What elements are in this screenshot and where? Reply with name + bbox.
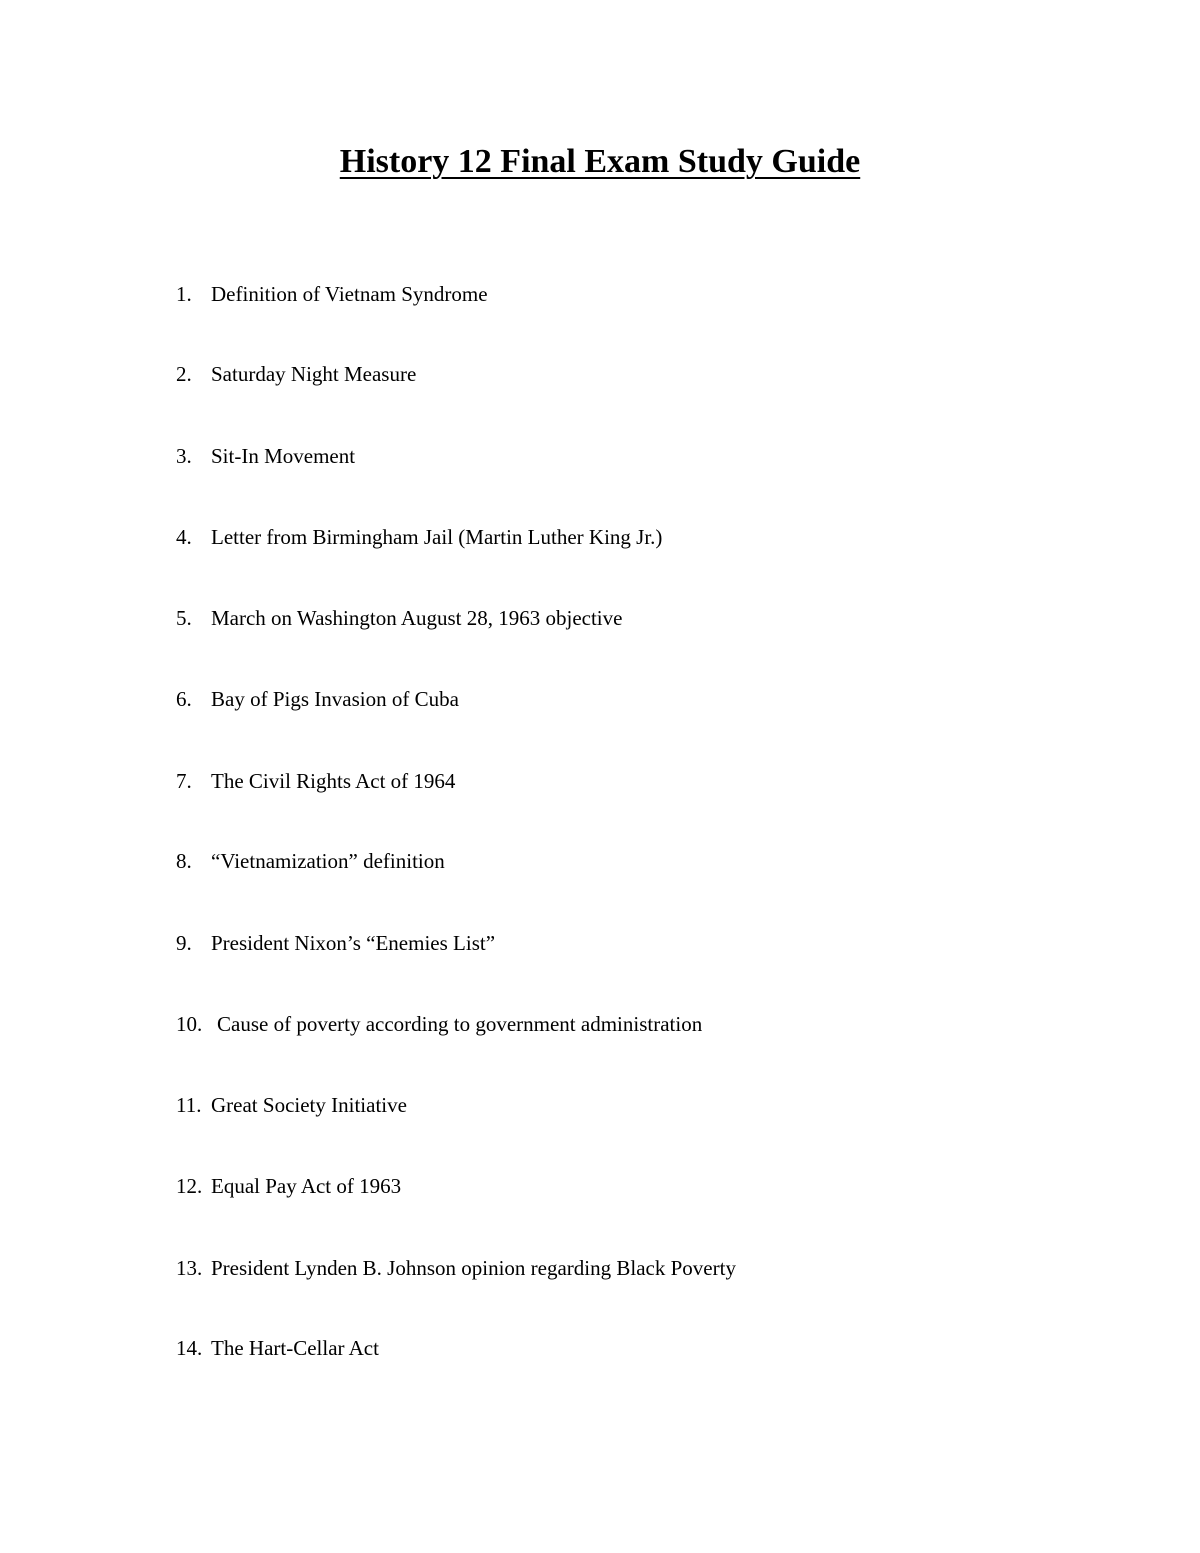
item-text: Sit-In Movement [211, 444, 356, 468]
item-text: The Hart-Cellar Act [211, 1336, 379, 1360]
item-number: 6. [176, 687, 192, 711]
item-number: 3. [176, 444, 192, 468]
list-item [0, 1171, 1200, 1201]
item-number: 12. [176, 1174, 203, 1198]
list-item [0, 279, 1200, 309]
list-item [0, 684, 1200, 714]
list-item [0, 1253, 1200, 1283]
list-item [0, 1333, 1200, 1363]
item-number: 8. [176, 849, 192, 873]
item-text: President Nixon’s “Enemies List” [211, 931, 496, 955]
item-text: Bay of Pigs Invasion of Cuba [211, 687, 459, 711]
item-text: Letter from Birmingham Jail (Martin Luther King Jr.) [211, 525, 663, 549]
item-number: 5. [176, 606, 192, 630]
list-item [0, 359, 1200, 389]
list-item [0, 441, 1200, 471]
list-item [0, 522, 1200, 552]
list-item [0, 1009, 1200, 1039]
item-number: 11. [176, 1093, 202, 1117]
item-text: Equal Pay Act of 1963 [211, 1174, 402, 1198]
item-text: Great Society Initiative [211, 1093, 407, 1117]
item-text: President Lynden B. Johnson opinion regarding Black Poverty [211, 1256, 736, 1280]
list-item [0, 1090, 1200, 1120]
item-text: Saturday Night Measure [211, 362, 417, 386]
item-number: 14. [176, 1336, 203, 1360]
item-number: 1. [176, 282, 192, 306]
item-text: “Vietnamization” definition [211, 849, 445, 873]
item-number: 7. [176, 769, 192, 793]
list-item [0, 766, 1200, 796]
list-item [0, 603, 1200, 633]
item-number: 9. [176, 931, 192, 955]
item-number: 2. [176, 362, 192, 386]
list-item [0, 846, 1200, 876]
item-text: Cause of poverty according to government administration [217, 1012, 703, 1036]
page-title: History 12 Final Exam Study Guide [339, 143, 861, 180]
item-text: Definition of Vietnam Syndrome [211, 282, 488, 306]
item-number: 4. [176, 525, 192, 549]
item-text: March on Washington August 28, 1963 objective [211, 606, 623, 630]
list-item [0, 928, 1200, 958]
item-number: 10. [176, 1012, 203, 1036]
item-number: 13. [176, 1256, 203, 1280]
item-text: The Civil Rights Act of 1964 [211, 769, 456, 793]
